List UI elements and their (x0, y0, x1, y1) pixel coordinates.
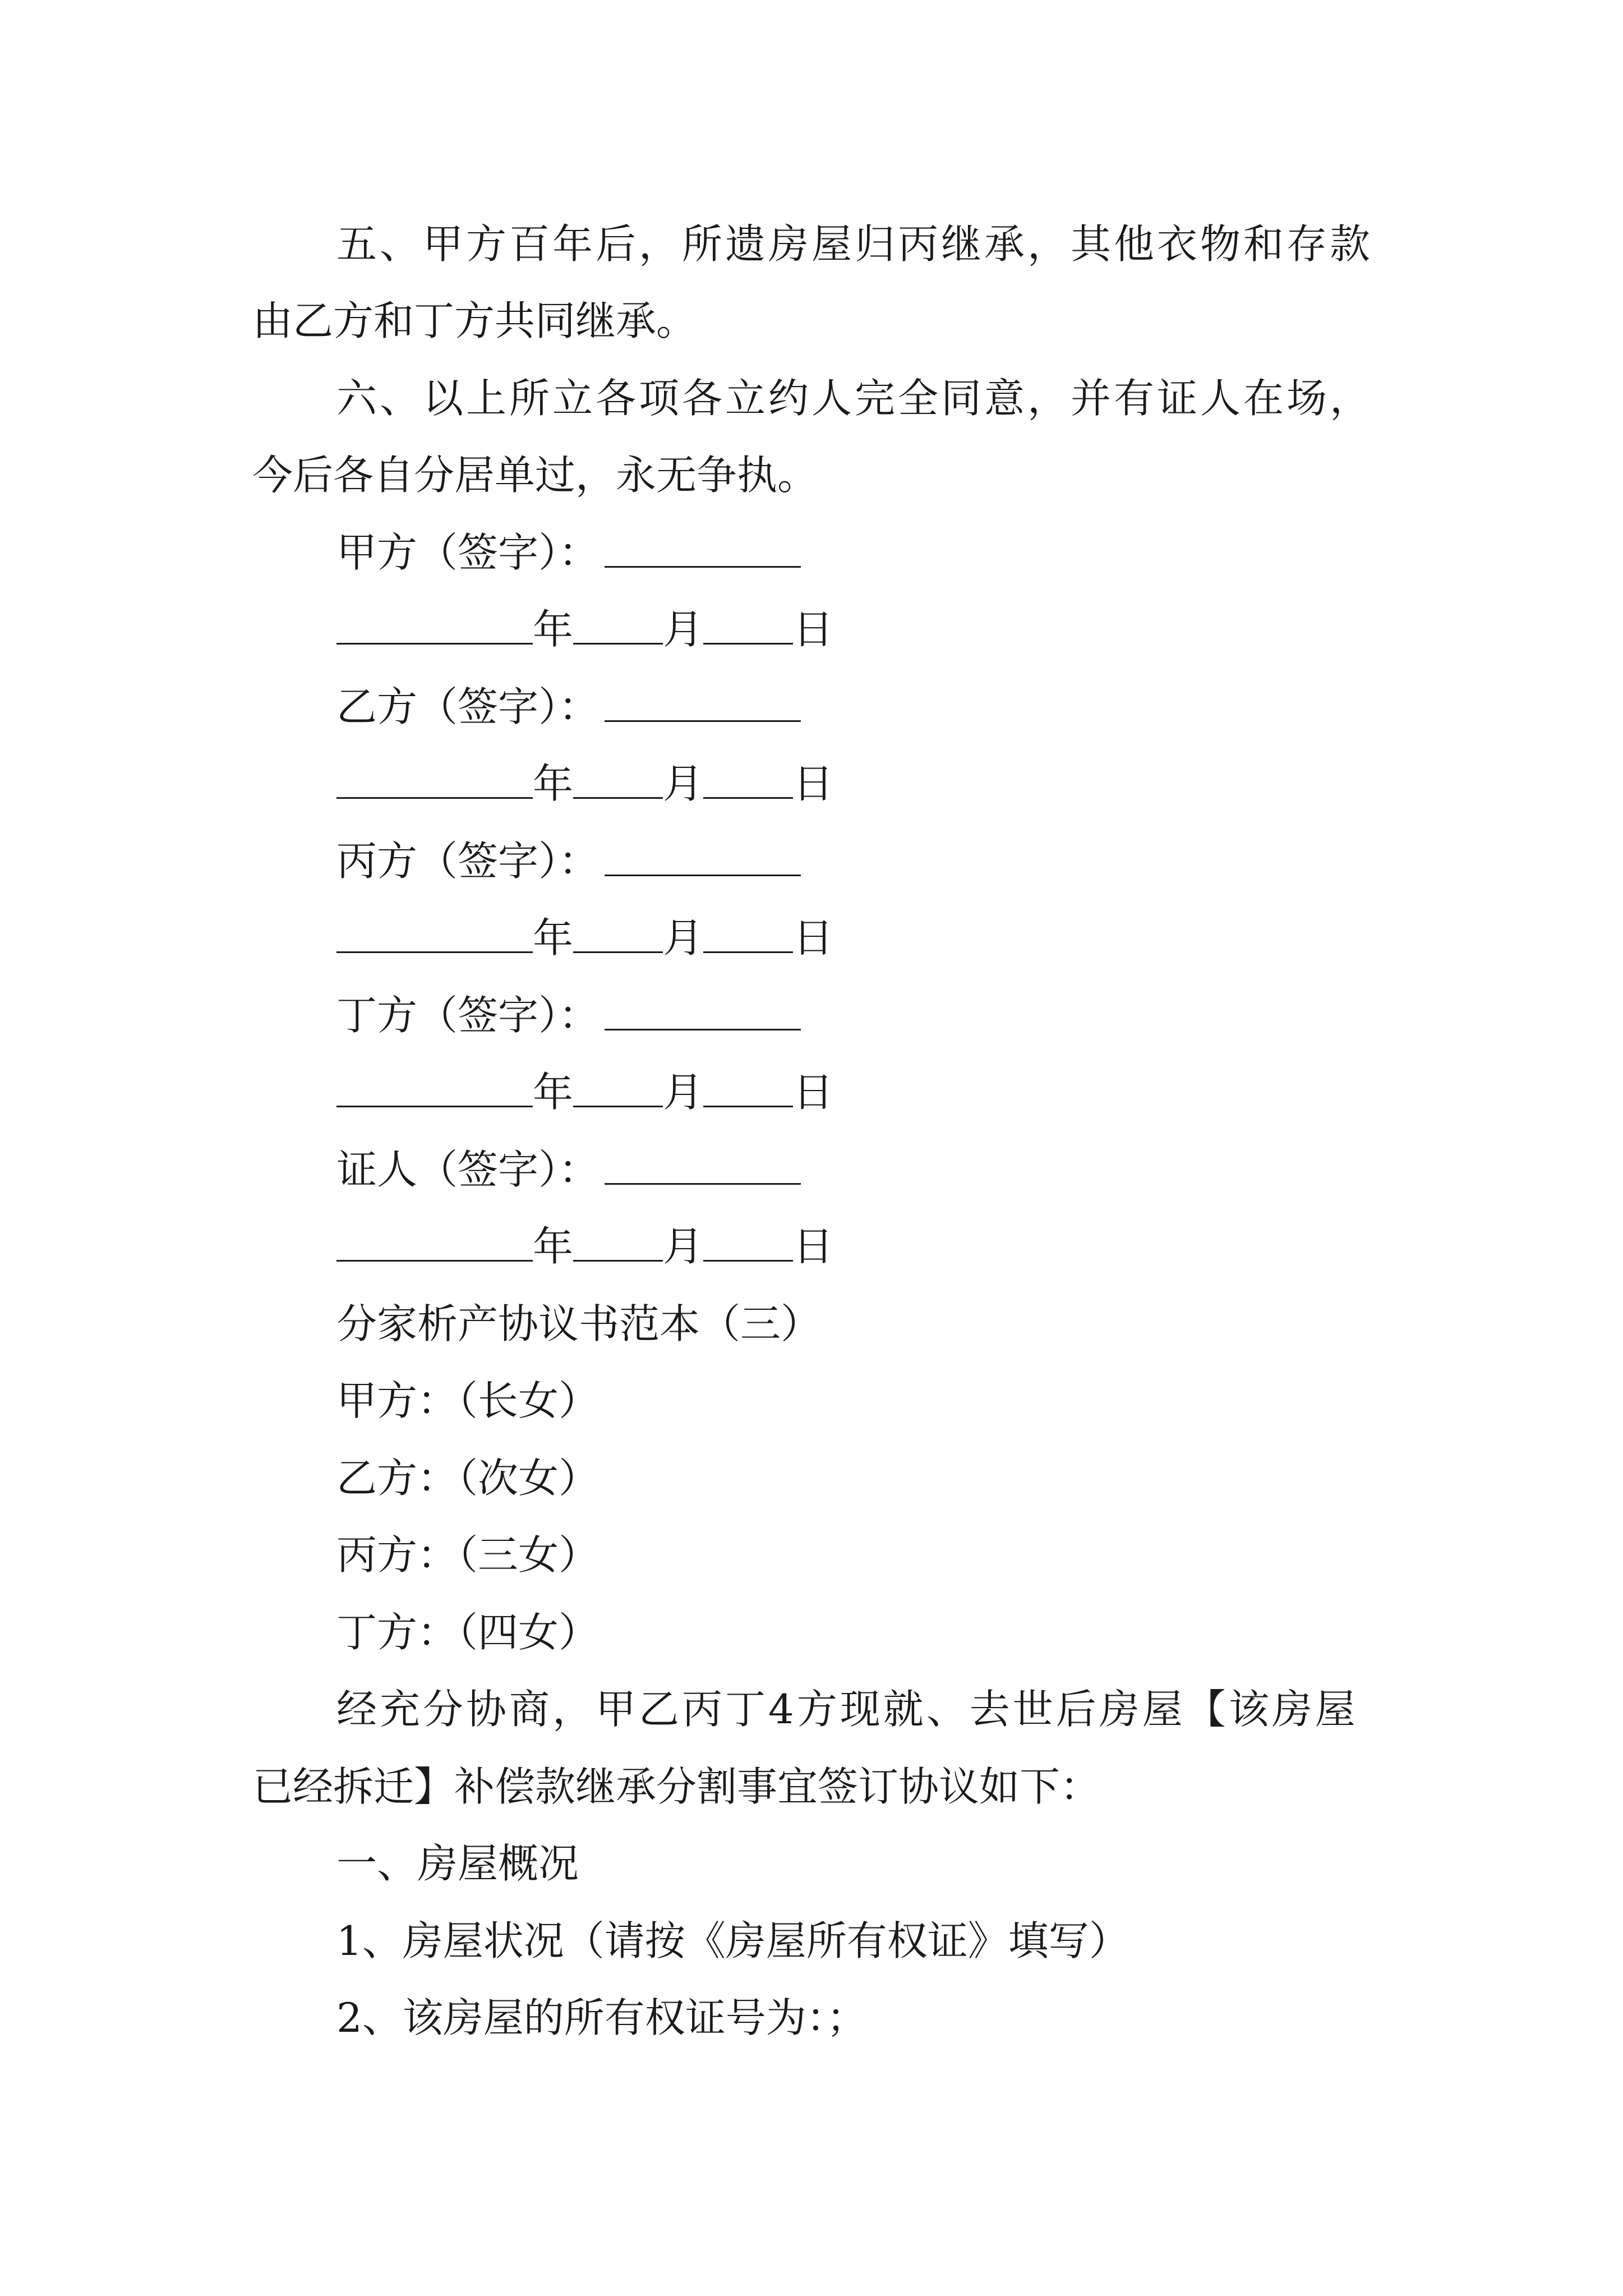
month-label: 月 (663, 606, 704, 653)
month-blank[interactable] (573, 756, 663, 799)
month-blank[interactable] (573, 1218, 663, 1262)
date-party-b (336, 756, 1492, 812)
day-label: 日 (793, 606, 834, 653)
month-label: 月 (663, 760, 704, 807)
signature-party-c (336, 833, 1492, 889)
month-label: 月 (663, 914, 704, 961)
signature-label: 甲方（签字）： (336, 529, 600, 576)
signature-label: 乙方（签字）： (336, 683, 600, 730)
day-blank[interactable] (703, 1064, 793, 1107)
signature-blank[interactable] (605, 987, 801, 1030)
year-blank[interactable] (336, 756, 533, 799)
intro-line-1: 经充分协商，甲乙丙丁4方现就、去世后房屋【该房屋 (336, 1686, 1358, 1733)
clause-5-line-1: 五、甲方百年后，所遗房屋归丙继承，其他衣物和存款 (336, 220, 1373, 268)
clause-house-overview: 一、房屋概况 (336, 1840, 579, 1887)
party-c: 丙方：（三女） (336, 1531, 600, 1579)
signature-party-b (336, 679, 1492, 735)
section-title: 分家析产协议书范本（三） (336, 1300, 822, 1347)
year-blank[interactable] (336, 910, 533, 953)
day-blank[interactable] (703, 1218, 793, 1262)
signature-blank[interactable] (605, 1142, 801, 1185)
signature-label: 证人（签字）： (336, 1146, 600, 1193)
signature-blank[interactable] (605, 679, 801, 722)
signature-blank[interactable] (605, 833, 801, 876)
clause-5-line-2: 由乙方和丁方共同继承。 (252, 297, 697, 344)
party-b: 乙方：（次女） (336, 1455, 600, 1502)
party-a: 甲方：（长女） (336, 1377, 600, 1424)
year-blank[interactable] (336, 1064, 533, 1107)
day-label: 日 (793, 760, 834, 807)
day-label: 日 (793, 914, 834, 961)
party-d: 丁方：（四女） (336, 1609, 600, 1656)
year-label: 年 (533, 1223, 574, 1270)
year-blank[interactable] (336, 601, 533, 645)
year-label: 年 (533, 606, 574, 653)
day-blank[interactable] (703, 601, 793, 645)
month-blank[interactable] (573, 1064, 663, 1107)
clause-6-line-2: 今后各自分居单过，永无争执。 (252, 452, 818, 499)
year-label: 年 (533, 914, 574, 961)
date-party-d (336, 1064, 1492, 1120)
year-label: 年 (533, 760, 574, 807)
signature-blank[interactable] (605, 524, 801, 568)
date-party-a (336, 601, 1492, 657)
day-label: 日 (793, 1069, 834, 1116)
clause-6-line-1: 六、以上所立各项各立约人完全同意，并有证人在场， (336, 375, 1373, 422)
signature-party-d (336, 987, 1492, 1043)
date-party-c (336, 910, 1492, 966)
signature-party-a (336, 524, 1492, 581)
day-label: 日 (793, 1223, 834, 1270)
signature-witness (336, 1142, 1492, 1198)
day-blank[interactable] (703, 910, 793, 953)
date-witness (336, 1218, 1492, 1274)
clause-house-status: 1、房屋状况（请按《房屋所有权证》填写） (336, 1917, 1129, 1964)
intro-line-2: 已经拆迁】补偿款继承分割事宜签订协议如下： (252, 1763, 1101, 1810)
year-blank[interactable] (336, 1218, 533, 1262)
signature-label: 丁方（签字）： (336, 992, 600, 1039)
year-label: 年 (533, 1069, 574, 1116)
month-label: 月 (663, 1069, 704, 1116)
clause-certificate-number: 2、该房屋的所有权证号为：； (336, 1994, 867, 2041)
month-blank[interactable] (573, 910, 663, 953)
signature-label: 丙方（签字）： (336, 838, 600, 885)
month-label: 月 (663, 1223, 704, 1270)
day-blank[interactable] (703, 756, 793, 799)
month-blank[interactable] (573, 601, 663, 645)
